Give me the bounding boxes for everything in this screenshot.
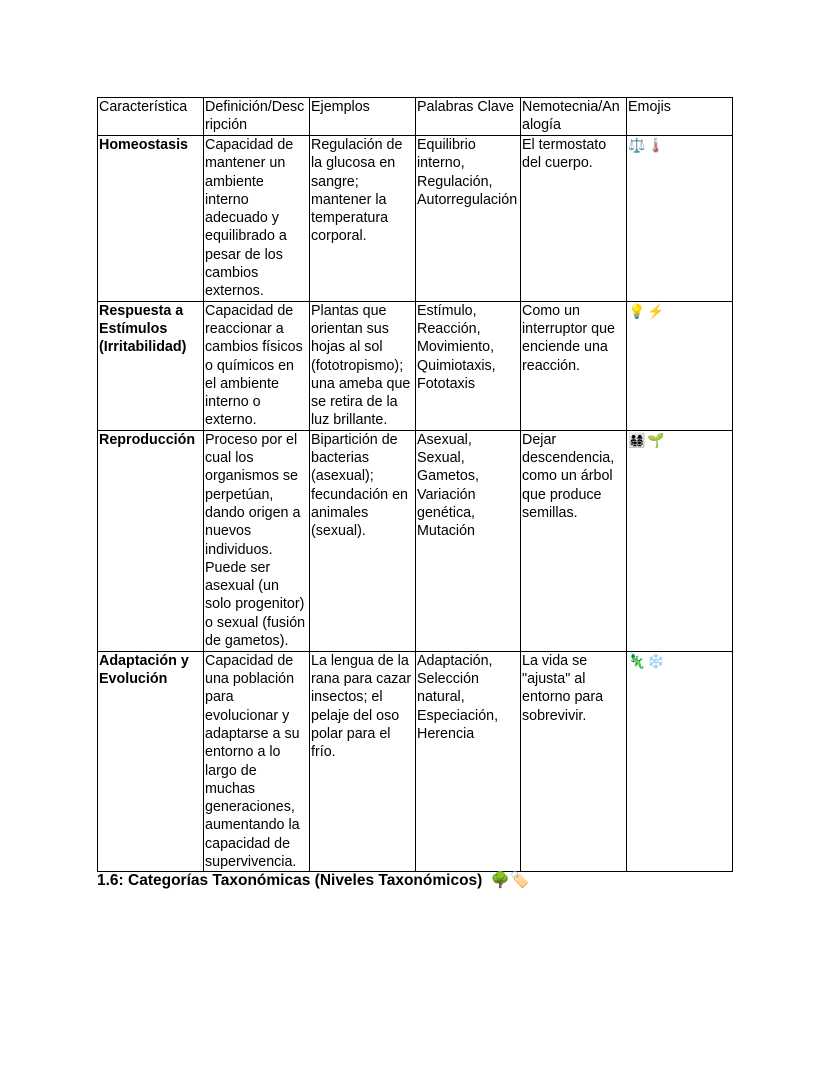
mnemonic-cell: La vida se "ajusta" al entorno para sobrevivir. [521, 651, 627, 872]
definition-cell: Capacidad de una población para evolucionar y adaptarse a su entorno a lo largo de muchas generaciones, aumentando la capacidad de supervivencia. [204, 651, 310, 872]
header-cell: Nemotecnia/Analogía [521, 98, 627, 136]
mnemonic-cell: El termostato del cuerpo. [521, 136, 627, 302]
table-header-row [98, 98, 733, 136]
tree-tag-icon: 🌳🏷️ [490, 872, 530, 889]
table-row [98, 430, 733, 651]
header-cell: Palabras Clave [416, 98, 521, 136]
header-cell: Característica [98, 98, 204, 136]
table-row [98, 136, 733, 302]
characteristic-cell: Respuesta a Estímulos (Irritabilidad) [98, 301, 204, 430]
emoji-cell: 🦎❄️ [627, 651, 733, 872]
header-cell: Emojis [627, 98, 733, 136]
emoji-cell: 💡⚡ [627, 301, 733, 430]
table-row [98, 301, 733, 430]
definition-cell: Capacidad de mantener un ambiente interno adecuado y equilibrado a pesar de los cambios externos. [204, 136, 310, 302]
table-row [98, 651, 733, 872]
mnemonic-cell: Como un interruptor que enciende una reacción. [521, 301, 627, 430]
characteristics-table [97, 97, 733, 872]
header-cell: Definición/Descripción [204, 98, 310, 136]
keywords-cell: Adaptación, Selección natural, Especiación, Herencia [416, 651, 521, 872]
definition-cell: Proceso por el cual los organismos se perpetúan, dando origen a nuevos individuos. Puede ser asexual (un solo progenitor) o sexual (fusión de gametos). [204, 430, 310, 651]
examples-cell: Regulación de la glucosa en sangre; mantener la temperatura corporal. [310, 136, 416, 302]
header-cell: Ejemplos [310, 98, 416, 136]
section-heading [97, 871, 529, 891]
keywords-cell: Asexual, Sexual, Gametos, Variación genética, Mutación [416, 430, 521, 651]
emoji-cell: ⚖️🌡️ [627, 136, 733, 302]
characteristic-cell: Reproducción [98, 430, 204, 651]
examples-cell: La lengua de la rana para cazar insectos; el pelaje del oso polar para el frío. [310, 651, 416, 872]
characteristic-cell: Adaptación y Evolución [98, 651, 204, 872]
examples-cell: Bipartición de bacterias (asexual); fecundación en animales (sexual). [310, 430, 416, 651]
keywords-cell: Equilibrio interno, Regulación, Autorregulación [416, 136, 521, 302]
mnemonic-cell: Dejar descendencia, como un árbol que produce semillas. [521, 430, 627, 651]
examples-cell: Plantas que orientan sus hojas al sol (fototropismo); una ameba que se retira de la luz brillante. [310, 301, 416, 430]
keywords-cell: Estímulo, Reacción, Movimiento, Quimiotaxis, Fototaxis [416, 301, 521, 430]
emoji-cell: 👨‍👩‍👧‍👦🌱 [627, 430, 733, 651]
characteristic-cell: Homeostasis [98, 136, 204, 302]
section-heading-text: 1.6: Categorías Taxonómicas (Niveles Taxonómicos) [97, 872, 483, 889]
definition-cell: Capacidad de reaccionar a cambios físicos o químicos en el ambiente interno o externo. [204, 301, 310, 430]
